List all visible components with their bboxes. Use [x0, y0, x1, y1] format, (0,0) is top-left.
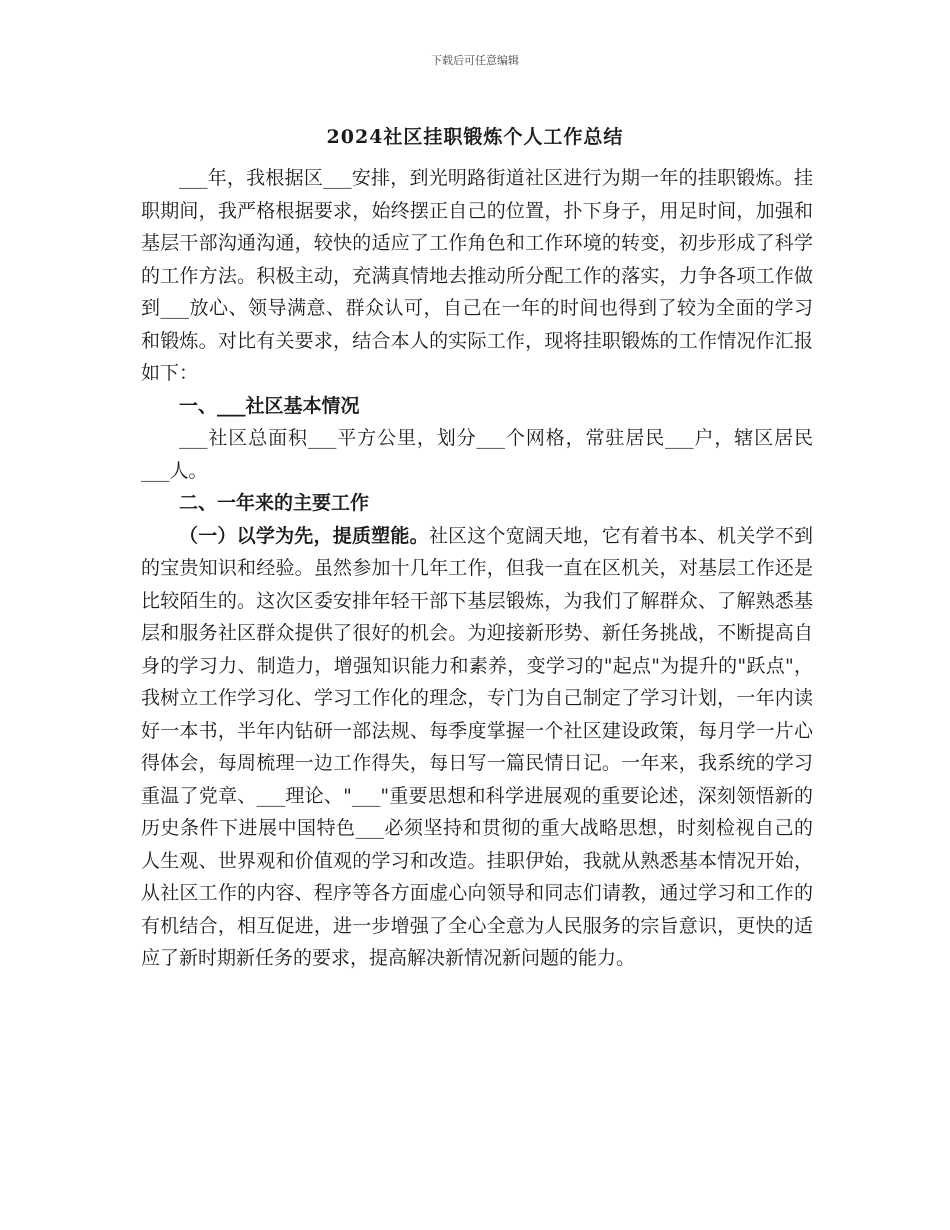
- document-body: [141, 162, 813, 975]
- section-2-item-1-lead: （一）以学为先，提质塑能。: [179, 524, 429, 547]
- page-header: 下载后可任意编辑: [431, 54, 519, 67]
- section-1-heading: 一、___社区基本情况: [179, 394, 360, 417]
- section-2-heading: 二、一年来的主要工作: [179, 492, 370, 514]
- document-title: 2024社区挂职锻炼个人工作总结: [326, 126, 624, 148]
- intro-paragraph: ___年，我根据区___安排，到光明路街道社区进行为期一年的挂职锻炼。挂职期间，我严格根据要求，始终摆正自己的位置，扑下身子，用足时间，加强和基层干部沟通沟通，较快的适应了工作角色和工作环境的转变，初步形成了科学的工作方法。积极主动，充满真情地去推动所分配工作的落实，力争各项工作做到___放心、领导满意、群众认可，自己在一年的时间也得到了较为全面的学习和锻炼。对比有关要求，结合本人的实际工作，现将挂职锻炼的工作情况作汇报如下：: [141, 167, 813, 384]
- section-1-paragraph: ___社区总面积___平方公里，划分___个网格，常驻居民___户，辖区居民___人。: [141, 427, 813, 482]
- section-2-item-1-paragraph: [141, 520, 813, 975]
- section-2-item-1-body: 社区这个宽阔天地，它有着书本、机关学不到的宝贵知识和经验。虽然参加十几年工作，但我一直在区机关，对基层工作还是比较陌生的。这次区委安排年轻干部下基层锻炼，为我们了解群众、了解熟悉基层和服务社区群众提供了很好的机会。为迎接新形势、新任务挑战，不断提高自身的学习力、制造力，增强知识能力和素养，变学习的"起点"为提升的"跃点"，我树立工作学习化、学习工作化的理念，专门为自己制定了学习计划，一年内读好一本书，半年内钻研一部法规、每季度掌握一个社区建设政策，每月学一片心得体会，每周梳理一边工作得失，每日写一篇民情日记。一年来，我系统的学习重温了党章、___理论、"___"重要思想和科学进展观的重要论述，深刻领悟新的历史条件下进展中国特色___必须坚持和贯彻的重大战略思想，时刻检视自己的人生观、世界观和价值观的学习和改造。挂职伊始，我就从熟悉基本情况开始，从社区工作的内容、程序等各方面虚心向领导和同志们请教，通过学习和工作的有机结合，相互促进，进一步增强了全心全意为人民服务的宗旨意识，更快的适应了新时期新任务的要求，提高解决新情况新问题的能力。: [141, 524, 813, 969]
